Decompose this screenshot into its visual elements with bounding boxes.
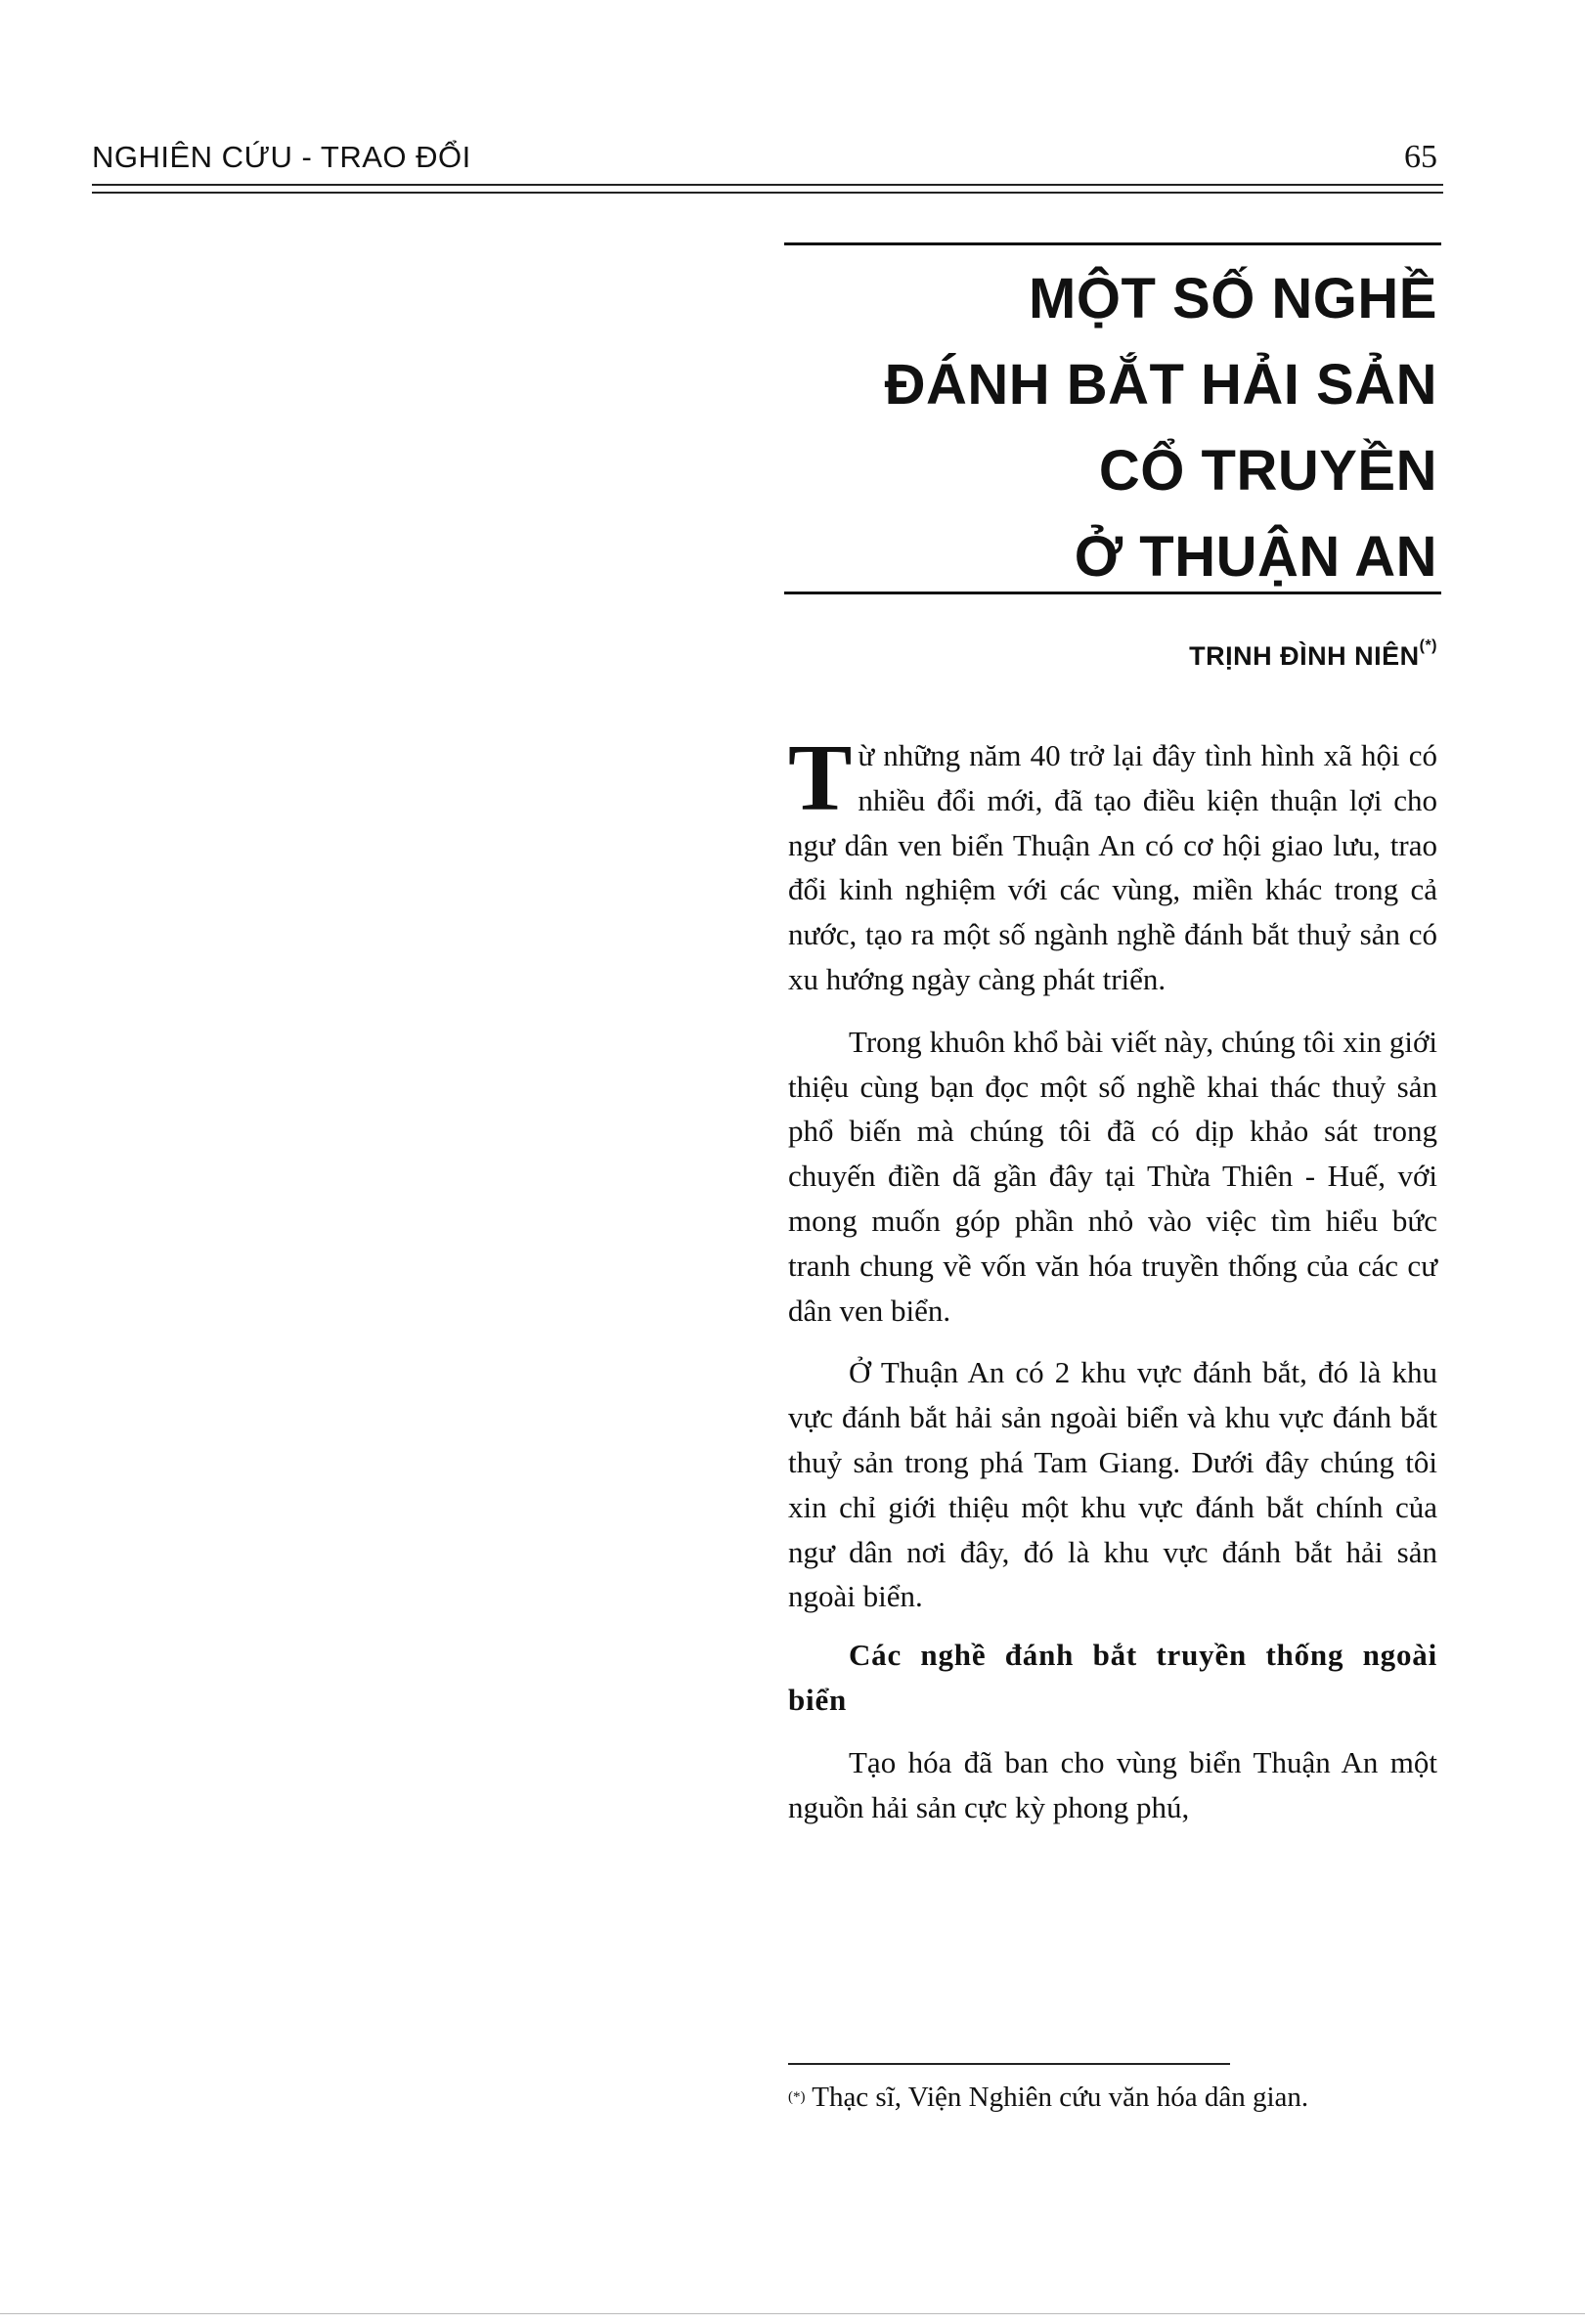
- paragraph-2: Trong khuôn khổ bài viết này, chúng tôi xin giới thiệu cùng bạn đọc một số nghề khai thác thuỷ sản phổ biến mà chúng tôi đã có dịp khảo sát trong chuyến điền dã gần đây tại Thừa Thiên - Huế, với mong muốn góp phần nhỏ vào việc tìm hiểu bức tranh chung về vốn văn hóa truyền thống của các cư dân ven biển.: [788, 1024, 1437, 1328]
- title-line-2: ĐÁNH BẮT HẢI SẢN: [884, 353, 1437, 417]
- author-byline: [784, 637, 1437, 672]
- page-number: 65: [1404, 139, 1437, 175]
- footnote-mark: (*): [788, 2089, 806, 2105]
- section-name: NGHIÊN CỨU - TRAO ĐỔI: [92, 140, 471, 174]
- title-rule-bottom: [784, 592, 1441, 594]
- author-footnote-mark: (*): [1419, 637, 1437, 654]
- footnote: [788, 2078, 1437, 2117]
- title-line-4: Ở THUẬN AN: [1074, 525, 1437, 589]
- paragraph-1-text: ừ những năm 40 trở lại đây tình hình xã hội có nhiều đổi mới, đã tạo điều kiện thuận lợi cho ngư dân ven biển Thuận An có cơ hội giao lưu, trao đổi kinh nghiệm với các vùng, miền khác trong cả nước, tạo ra một số ngành nghề đánh bắt thuỷ sản có xu hướng ngày càng phát triển.: [788, 738, 1437, 996]
- title-line-1: MỘT SỐ NGHỀ: [1029, 267, 1437, 330]
- title-line-3: CỔ TRUYỀN: [1098, 439, 1437, 503]
- page-edge-line: [0, 2313, 1585, 2314]
- header-rule: [92, 184, 1443, 194]
- paragraph-1: [788, 725, 1437, 1002]
- footnote-text: Thạc sĩ, Viện Nghiên cứu văn hóa dân gian.: [805, 2082, 1309, 2113]
- drop-cap: T: [788, 725, 853, 831]
- article-body: [788, 725, 1437, 1829]
- running-header: [92, 139, 1437, 176]
- paragraph-3: Ở Thuận An có 2 khu vực đánh bắt, đó là khu vực đánh bắt hải sản ngoài biển và khu vực đánh bắt thuỷ sản trong phá Tam Giang. Dưới đây chúng tôi xin chỉ giới thiệu một khu vực đánh bắt chính của ngư dân nơi đây, đó là khu vực đánh bắt hải sản ngoài biển.: [788, 1355, 1437, 1614]
- article-title: [784, 256, 1437, 600]
- section-subheading: Các nghề đánh bắt truyền thống ngoài biển: [788, 1638, 1437, 1717]
- author-name: TRỊNH ĐÌNH NIÊN: [1189, 641, 1420, 671]
- title-rule-top: [784, 242, 1441, 245]
- paragraph-4: Tạo hóa đã ban cho vùng biển Thuận An một nguồn hải sản cực kỳ phong phú,: [788, 1744, 1437, 1824]
- footnote-rule: [788, 2063, 1230, 2065]
